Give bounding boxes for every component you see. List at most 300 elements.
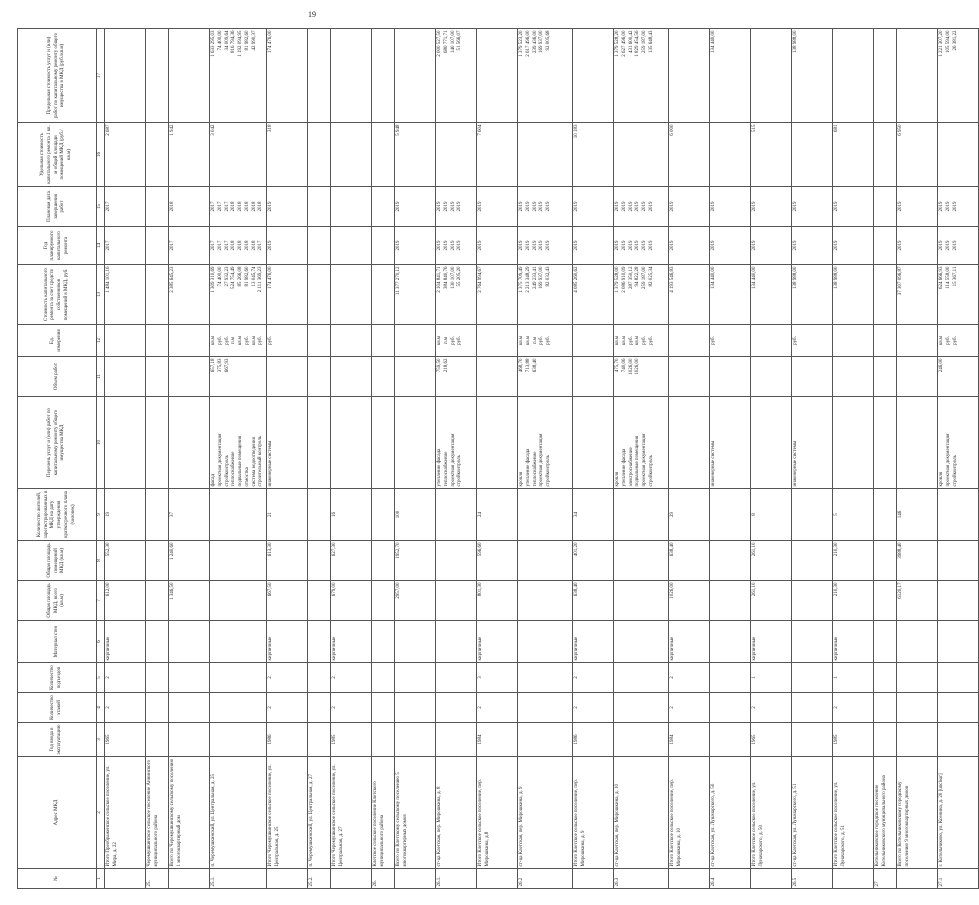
cell-line: п.м bbox=[532, 336, 538, 345]
cell-y2 bbox=[477, 187, 518, 227]
cell-area2 bbox=[308, 541, 331, 581]
cell-line: 81 982,60 bbox=[244, 266, 250, 287]
cell-lim bbox=[751, 29, 792, 123]
table-row bbox=[614, 29, 669, 889]
cell-res: 19 bbox=[105, 489, 146, 541]
cell-line: подвальные помещения bbox=[635, 435, 641, 487]
cell-line: 2019 bbox=[648, 201, 654, 212]
cell-spec bbox=[477, 123, 518, 187]
cell-line: 2018 bbox=[238, 201, 243, 212]
cell-addr: Итого Клетское сельское поселение, пер. Мирошкина, д. 9 bbox=[573, 757, 614, 869]
cell-line: 174 476,00 bbox=[268, 30, 273, 53]
cell-line: стройконтроль bbox=[546, 455, 551, 487]
cell-vol bbox=[518, 357, 573, 397]
cell-line: кровля bbox=[939, 471, 944, 487]
cell-cost bbox=[477, 265, 518, 325]
cell-year bbox=[395, 723, 436, 757]
cell-line: руб. bbox=[244, 336, 250, 345]
cell-works bbox=[169, 397, 210, 489]
cell-line: 2017 bbox=[217, 240, 223, 251]
cell-line: 138 988,00 bbox=[793, 30, 798, 53]
table-row bbox=[372, 29, 395, 889]
cell-unit bbox=[710, 325, 751, 357]
cell-wall: кирпичные bbox=[331, 621, 372, 663]
cell-area bbox=[614, 581, 669, 621]
cell-spec bbox=[751, 123, 792, 187]
cell-y1 bbox=[146, 227, 169, 265]
table-row bbox=[897, 29, 938, 889]
cell-area2: 261,10 bbox=[751, 541, 792, 581]
cell-vol bbox=[669, 357, 710, 397]
cell-line: 2018 bbox=[251, 201, 257, 212]
cell-line: 2019 bbox=[615, 240, 620, 251]
cell-floors: 2 bbox=[751, 693, 792, 723]
cell-unit bbox=[308, 325, 331, 357]
cell-cost bbox=[573, 265, 614, 325]
cell-year: 1965 bbox=[105, 723, 146, 757]
cell-line: 1 375 709,49 bbox=[519, 266, 524, 293]
cell-line: 1 633 295,03 bbox=[211, 30, 216, 57]
cell-spec bbox=[372, 123, 395, 187]
cell-spec bbox=[395, 123, 436, 187]
cell-area2: 1952,70 bbox=[395, 541, 436, 581]
cell-n: 26. bbox=[372, 869, 395, 889]
column-number: 3 bbox=[97, 723, 105, 757]
cell-floors bbox=[169, 693, 210, 723]
cell-wall bbox=[395, 621, 436, 663]
table-row bbox=[874, 29, 897, 889]
cell-entr bbox=[210, 663, 267, 693]
cell-line: 2019 bbox=[396, 240, 401, 251]
cell-line: 26 381,22 bbox=[952, 30, 958, 51]
cell-wall: кирпичные bbox=[751, 621, 792, 663]
cell-line: 431 600,42 bbox=[628, 30, 634, 53]
cell-area bbox=[710, 581, 751, 621]
cell-y1 bbox=[669, 227, 710, 265]
cell-floors: 2 bbox=[267, 693, 308, 723]
cell-n: 27.1 bbox=[938, 869, 979, 889]
cell-unit bbox=[897, 325, 938, 357]
cell-area2: 1 240,60 bbox=[169, 541, 210, 581]
cell-line: 2019 bbox=[752, 240, 757, 251]
cell-spec bbox=[331, 123, 372, 187]
cell-line: 2019 bbox=[437, 201, 442, 212]
cell-works bbox=[897, 397, 938, 489]
cell-n: 26.1. bbox=[436, 869, 477, 889]
cell-works bbox=[938, 397, 979, 489]
cell-entr: 2 bbox=[105, 663, 146, 693]
cell-y2 bbox=[669, 187, 710, 227]
cell-wall bbox=[372, 621, 395, 663]
cell-line: 2019 bbox=[443, 240, 449, 251]
cell-lim bbox=[331, 29, 372, 123]
cell-line: 2019 bbox=[532, 240, 538, 251]
cell-line: проектная документация bbox=[450, 433, 456, 487]
cell-entr bbox=[436, 663, 477, 693]
cell-vol bbox=[710, 357, 751, 397]
cell-y2 bbox=[573, 187, 614, 227]
cell-works bbox=[395, 397, 436, 489]
cell-area2 bbox=[372, 541, 395, 581]
cell-unit bbox=[573, 325, 614, 357]
cell-line: 2019 bbox=[519, 201, 524, 212]
cell-y1 bbox=[938, 227, 979, 265]
cell-entr: 2 bbox=[267, 663, 308, 693]
cell-works bbox=[874, 397, 897, 489]
cell-line: 2017 bbox=[258, 240, 264, 251]
cell-line: кв.м bbox=[621, 335, 627, 346]
cell-line: 2019 bbox=[939, 240, 944, 251]
cell-spec bbox=[874, 123, 897, 187]
cell-line: 2 213 348,29 bbox=[525, 266, 531, 293]
column-number: 8 bbox=[97, 541, 105, 581]
column-number: 6 bbox=[97, 621, 105, 663]
column-header: Год планируемого капитального ремонта bbox=[18, 227, 97, 265]
cell-line: стройконтроль bbox=[648, 455, 654, 487]
cell-entr bbox=[710, 663, 751, 693]
cell-line: 2019 bbox=[711, 240, 716, 251]
cell-res: 34 bbox=[573, 489, 614, 541]
cell-wall: кирпичные bbox=[267, 621, 308, 663]
cell-line: инженерные системы bbox=[711, 440, 716, 487]
cell-line: 4 085 260,62 bbox=[574, 266, 579, 293]
cell-line: кв.м bbox=[211, 335, 216, 346]
cell-year bbox=[436, 723, 477, 757]
cell-line: 2017 bbox=[170, 240, 175, 251]
cell-y2 bbox=[897, 187, 938, 227]
cell-area bbox=[938, 581, 979, 621]
cell-lim bbox=[477, 29, 518, 123]
cell-y2 bbox=[751, 187, 792, 227]
cell-entr: 1 bbox=[751, 663, 792, 693]
cell-works bbox=[669, 397, 710, 489]
cell-res: 8 bbox=[751, 489, 792, 541]
cell-line: 169 937,00 bbox=[539, 30, 545, 53]
cell-entr: 2 bbox=[331, 663, 372, 693]
cell-y1 bbox=[573, 227, 614, 265]
cell-line: 1 379 528,00 bbox=[615, 266, 620, 293]
table-row bbox=[573, 29, 614, 889]
cell-n: 25. bbox=[146, 869, 169, 889]
cell-floors bbox=[436, 693, 477, 723]
cell-line: утепление фасада bbox=[525, 448, 531, 487]
table-row bbox=[669, 29, 710, 889]
cell-wall bbox=[146, 621, 169, 663]
column-number: 11 bbox=[97, 357, 105, 397]
column-header: Плановая дата завершения работ bbox=[18, 187, 97, 227]
cell-line: 681 bbox=[834, 124, 839, 132]
cell-works bbox=[751, 397, 792, 489]
cell-year: 1985 bbox=[833, 723, 874, 757]
cell-y1 bbox=[792, 227, 833, 265]
page-number: 19 bbox=[308, 10, 316, 19]
cell-entr: 2 bbox=[669, 663, 710, 693]
cell-line: кв.м bbox=[519, 335, 524, 346]
cell-lim bbox=[436, 29, 477, 123]
cell-works bbox=[146, 397, 169, 489]
cell-entr bbox=[792, 663, 833, 693]
cell-year bbox=[897, 723, 938, 757]
column-number: 16 bbox=[97, 123, 105, 187]
cell-addr: ст-ца Клетская, пер. Мирошкина, д. 10 bbox=[614, 757, 669, 869]
cell-vol bbox=[897, 357, 938, 397]
cell-floors bbox=[710, 693, 751, 723]
cell-res: 16 bbox=[331, 489, 372, 541]
cell-year bbox=[169, 723, 210, 757]
cell-year bbox=[308, 723, 331, 757]
cell-vol bbox=[105, 357, 146, 397]
cell-spec bbox=[710, 123, 751, 187]
cell-floors: 2 bbox=[669, 693, 710, 723]
cell-y1 bbox=[395, 227, 436, 265]
cell-entr bbox=[897, 663, 938, 693]
cell-year bbox=[614, 723, 669, 757]
cell-n bbox=[105, 869, 146, 889]
cell-unit bbox=[146, 325, 169, 357]
cell-line: 1 942 bbox=[170, 124, 175, 136]
cell-res bbox=[210, 489, 267, 541]
cell-line: 2019 bbox=[450, 240, 456, 251]
cell-line: 138 988,00 bbox=[834, 266, 839, 289]
cell-line: электроснабжение bbox=[628, 447, 634, 487]
cell-line: 2019 bbox=[793, 240, 798, 251]
cell-entr: 3 bbox=[477, 663, 518, 693]
cell-cost bbox=[169, 265, 210, 325]
cell-addr: Итого Черемушкинское сельское поселение, ул. Центральная, д. 27 bbox=[331, 757, 372, 869]
cell-unit bbox=[938, 325, 979, 357]
cell-cost bbox=[874, 265, 897, 325]
cell-line: кв.м bbox=[251, 335, 257, 346]
cell-cost bbox=[938, 265, 979, 325]
cell-line: руб. bbox=[457, 336, 463, 345]
cell-line: 74 400,00 bbox=[217, 266, 223, 287]
cell-line: 2019 bbox=[457, 201, 463, 212]
cell-entr bbox=[372, 663, 395, 693]
cell-line: проектная документация bbox=[642, 433, 647, 487]
cell-spec bbox=[105, 123, 146, 187]
column-header: Год ввода в эксплуатацию bbox=[18, 723, 97, 757]
cell-area: 210,30 bbox=[833, 581, 874, 621]
cell-line: 42 990,37 bbox=[251, 30, 257, 51]
cell-line: 2019 bbox=[752, 201, 757, 212]
cell-line: 2019 bbox=[457, 240, 463, 251]
cell-cost bbox=[210, 265, 267, 325]
column-number: 2 bbox=[97, 757, 105, 869]
cell-y2 bbox=[518, 187, 573, 227]
cell-cost bbox=[833, 265, 874, 325]
cell-area2: 596,60 bbox=[477, 541, 518, 581]
cell-floors: 2 bbox=[331, 693, 372, 723]
cell-n: 26.2 bbox=[518, 869, 573, 889]
cell-y2 bbox=[874, 187, 897, 227]
cell-line: руб. bbox=[539, 336, 545, 345]
cell-line: руб. bbox=[642, 336, 647, 345]
cell-addr: Итого Черемушкинское сельское поселение, ул. Центральная, д. 25 bbox=[267, 757, 308, 869]
cell-wall: кирпичные bbox=[477, 621, 518, 663]
cell-floors bbox=[308, 693, 331, 723]
cell-spec bbox=[210, 123, 267, 187]
cell-cost bbox=[436, 265, 477, 325]
cell-addr: п. Черемушкинский, ул. Центральная, д. 27 bbox=[308, 757, 331, 869]
cell-floors bbox=[210, 693, 267, 723]
cell-cost bbox=[395, 265, 436, 325]
cell-works bbox=[267, 397, 308, 489]
cell-line: 2019 bbox=[642, 201, 647, 212]
cell-line: фасад bbox=[211, 473, 216, 487]
cell-line: 2019 bbox=[793, 201, 798, 212]
cell-area bbox=[518, 581, 573, 621]
cell-year bbox=[372, 723, 395, 757]
cell-floors bbox=[897, 693, 938, 723]
cell-lim bbox=[267, 29, 308, 123]
cell-line: 2019 bbox=[443, 201, 449, 212]
cell-area2 bbox=[436, 541, 477, 581]
cell-y1 bbox=[518, 227, 573, 265]
cell-line: 82 032,43 bbox=[546, 266, 551, 287]
cell-line: 2019 bbox=[952, 240, 958, 251]
cell-vol bbox=[614, 357, 669, 397]
cell-spec bbox=[669, 123, 710, 187]
column-number: 5 bbox=[97, 663, 105, 693]
cell-line: 2019 bbox=[621, 240, 627, 251]
cell-line: 34 009,64 bbox=[224, 30, 230, 51]
cell-line: 2019 bbox=[615, 201, 620, 212]
cell-line: 3 042 bbox=[211, 124, 216, 136]
cell-line: 4 193 546,83 bbox=[670, 266, 675, 293]
cell-line: кв.м bbox=[615, 335, 620, 346]
cell-lim bbox=[874, 29, 897, 123]
cell-unit bbox=[874, 325, 897, 357]
cell-line: 2019 bbox=[539, 201, 545, 212]
cell-spec bbox=[518, 123, 573, 187]
cell-works bbox=[518, 397, 573, 489]
cell-addr: Всего по Черемушкинскому сельскому поселению 1 многоквартирный дом bbox=[169, 757, 210, 869]
cell-line: 2 111 369,23 bbox=[258, 266, 264, 293]
cell-y1 bbox=[210, 227, 267, 265]
cell-cost bbox=[372, 265, 395, 325]
cell-cost bbox=[331, 265, 372, 325]
cell-line: 2 385 645,23 bbox=[170, 266, 175, 293]
cell-line: отмостка bbox=[244, 467, 250, 487]
cell-vol bbox=[308, 357, 331, 397]
cell-spec bbox=[938, 123, 979, 187]
cell-line: 2019 bbox=[711, 201, 716, 212]
cell-line: 2018 bbox=[251, 240, 257, 251]
cell-line: 81 982,60 bbox=[244, 30, 250, 51]
cell-lim bbox=[518, 29, 573, 123]
cell-area2 bbox=[146, 541, 169, 581]
cell-line: 384 840,76 bbox=[443, 266, 449, 289]
cell-area: 612,00 bbox=[105, 581, 146, 621]
cell-unit bbox=[792, 325, 833, 357]
cell-res bbox=[372, 489, 395, 541]
table-row bbox=[833, 29, 874, 889]
cell-line: 2019 bbox=[450, 201, 456, 212]
table-row bbox=[518, 29, 573, 889]
cell-vol bbox=[833, 357, 874, 397]
cell-y2 bbox=[308, 187, 331, 227]
cell-line: 2019 bbox=[635, 201, 641, 212]
cell-line: 2019 bbox=[642, 240, 647, 251]
cell-line: руб. bbox=[268, 336, 273, 345]
cell-line: 138 988,00 bbox=[793, 266, 798, 289]
cell-entr bbox=[614, 663, 669, 693]
cell-cost bbox=[105, 265, 146, 325]
cell-line: 2019 bbox=[939, 201, 944, 212]
cell-entr bbox=[169, 663, 210, 693]
cell-vol bbox=[146, 357, 169, 397]
cell-line: 51 566,07 bbox=[457, 30, 463, 51]
cell-n: 27 bbox=[874, 869, 897, 889]
cell-line: 140 107,00 bbox=[450, 30, 456, 53]
cell-line: 2017 bbox=[224, 240, 230, 251]
cell-line: 1 829 454,56 bbox=[635, 30, 641, 57]
cell-entr: 2 bbox=[573, 663, 614, 693]
cell-line: 2019 bbox=[898, 201, 903, 212]
cell-spec bbox=[614, 123, 669, 187]
cell-floors bbox=[146, 693, 169, 723]
cell-res bbox=[436, 489, 477, 541]
cell-year bbox=[710, 723, 751, 757]
cell-vol bbox=[395, 357, 436, 397]
cell-line: 2018 bbox=[170, 201, 175, 212]
cell-y1 bbox=[331, 227, 372, 265]
cell-addr: Итого Клетское сельское поселение, пер. Мирошкина, д.8 bbox=[477, 757, 518, 869]
table-row bbox=[105, 29, 146, 889]
cell-line: 1 379 523,20 bbox=[519, 30, 524, 57]
cell-y2 bbox=[267, 187, 308, 227]
cell-line: 2019 bbox=[621, 201, 627, 212]
cell-addr: ст-ца Клетская, пер. Мирошкина, д. 9 bbox=[518, 757, 573, 869]
cell-unit bbox=[833, 325, 874, 357]
cell-addr: Клетское сельское поселение Клетского муниципального района bbox=[372, 757, 395, 869]
cell-y2 bbox=[372, 187, 395, 227]
cell-n bbox=[267, 869, 308, 889]
column-header: Объем работ bbox=[18, 357, 97, 397]
cell-line: 2019 bbox=[396, 201, 401, 212]
cell-y1 bbox=[477, 227, 518, 265]
cell-line: проектная документация bbox=[539, 433, 545, 487]
cell-line: 2019 bbox=[478, 240, 483, 251]
cell-line: руб. bbox=[793, 336, 798, 345]
cell-y1 bbox=[751, 227, 792, 265]
cell-line: 2019 bbox=[574, 240, 579, 251]
cell-vol bbox=[210, 357, 267, 397]
cell-line: 249 233,41 bbox=[532, 266, 538, 289]
cell-line: проектная документация bbox=[945, 433, 951, 487]
cell-floors bbox=[372, 693, 395, 723]
cell-line: 246,00 bbox=[939, 358, 944, 373]
cell-line: 1 484 101,16 bbox=[106, 266, 111, 293]
column-header: № bbox=[18, 869, 97, 889]
cell-line: 638,40 bbox=[532, 358, 538, 373]
cell-works bbox=[210, 397, 267, 489]
cell-line: 2019 bbox=[268, 240, 273, 251]
cell-year: 1984 bbox=[477, 723, 518, 757]
cell-line: 2019 bbox=[635, 240, 641, 251]
table-row bbox=[146, 29, 169, 889]
cell-lim bbox=[146, 29, 169, 123]
cell-area: 801,30 bbox=[477, 581, 518, 621]
cell-area: 638,40 bbox=[573, 581, 614, 621]
cell-line: 2018 bbox=[231, 201, 237, 212]
cell-line: 2018 bbox=[244, 201, 250, 212]
cell-unit bbox=[210, 325, 267, 357]
column-number: 17 bbox=[97, 29, 105, 123]
cell-wall bbox=[308, 621, 331, 663]
cell-addr: Всего по Котельниковскому городскому поселению 9 многоквартирных домов bbox=[897, 757, 938, 869]
cell-res bbox=[792, 489, 833, 541]
